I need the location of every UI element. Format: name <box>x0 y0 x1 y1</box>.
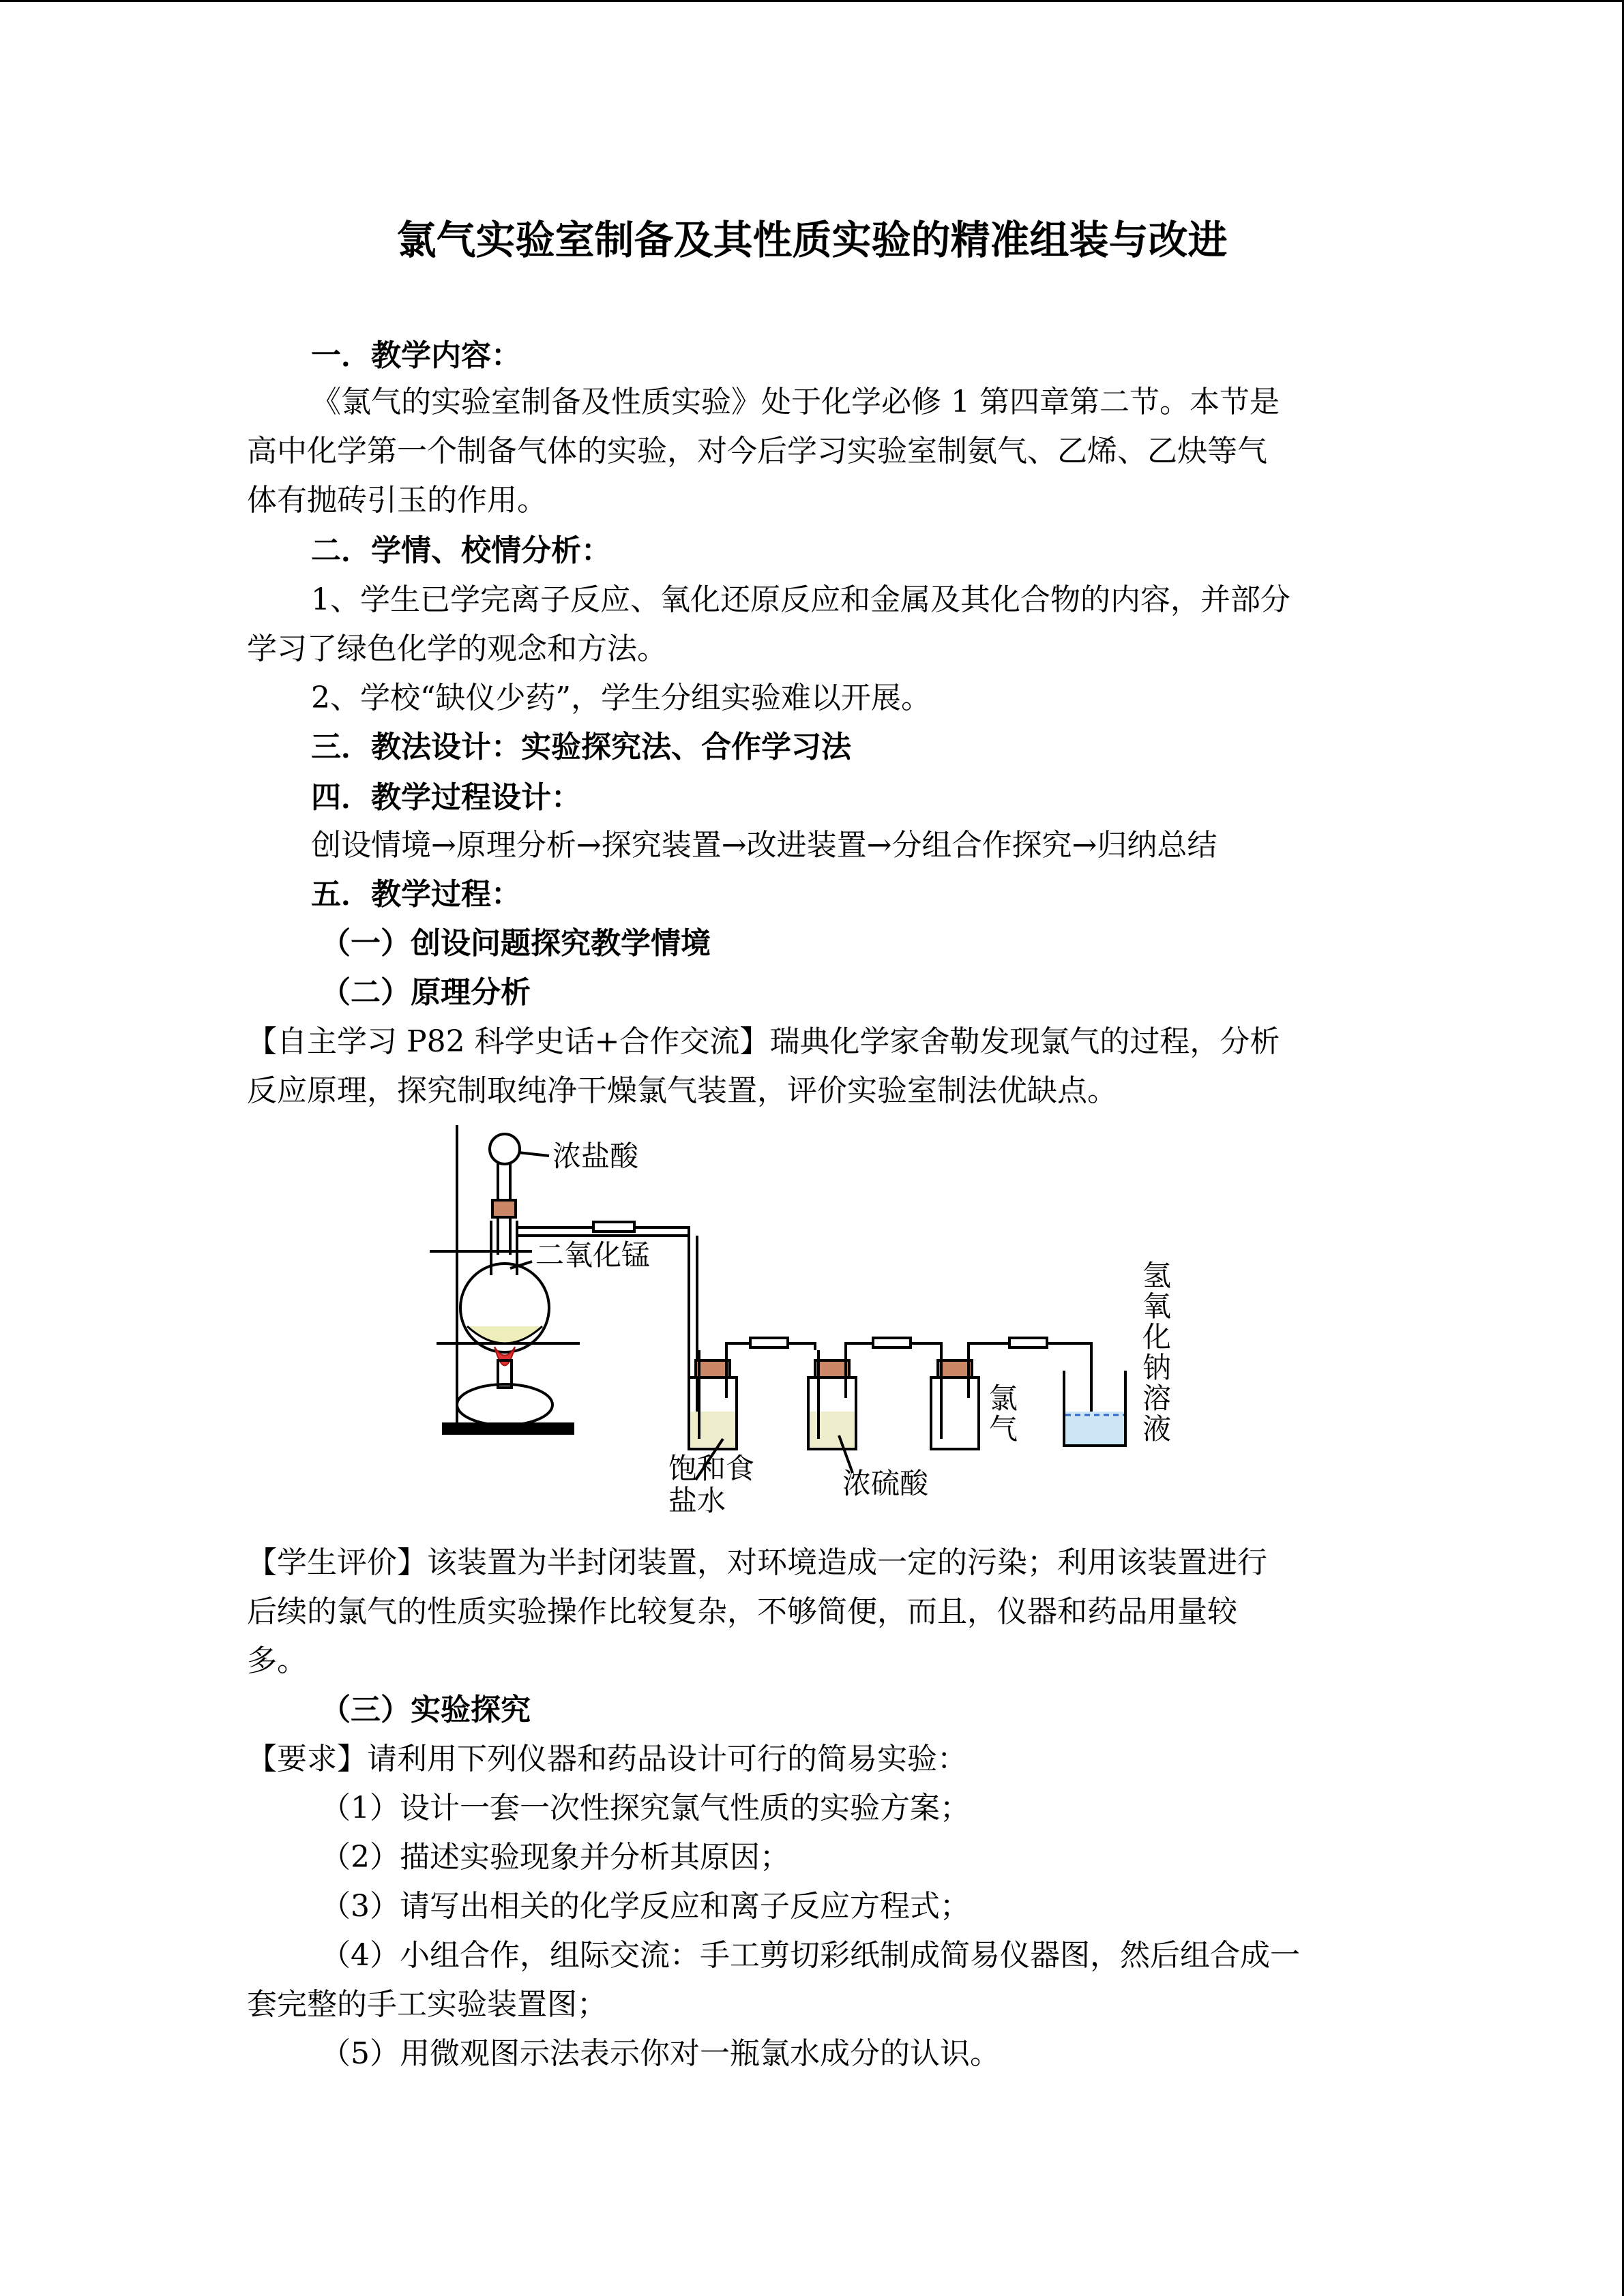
bottle-chlorine <box>931 1377 979 1449</box>
section-heading-analysis: 二．学情、校情分析： <box>311 533 611 568</box>
subsection-heading: （一）创设问题探究教学情境 <box>321 926 711 961</box>
label-naoh: 氧 <box>1142 1289 1172 1323</box>
subsection-heading: （二）原理分析 <box>321 975 531 1010</box>
label-naoh: 液 <box>1142 1412 1172 1446</box>
paragraph-line: 高中化学第一个制备气体的实验，对今后学习实验室制氨气、乙烯、乙炔等气 <box>247 434 1267 468</box>
funnel-bulb <box>490 1134 520 1164</box>
paragraph-line <box>247 1739 967 1780</box>
section-heading-process: 五．教学过程： <box>311 877 521 912</box>
subsection-heading: （三）实验探究 <box>321 1693 531 1727</box>
apparatus-svg <box>430 1125 1194 1521</box>
bracket-label: 【学生评价】 <box>247 1545 427 1580</box>
page-border-top <box>0 0 1624 2</box>
requirement-item-continued: 套完整的手工实验装置图； <box>247 1987 607 2022</box>
bracket-label: 【要求】 <box>247 1742 367 1776</box>
label-naoh: 钠 <box>1142 1351 1172 1384</box>
paragraph-line: 后续的氯气的性质实验操作比较复杂，不够简便，而且，仪器和药品用量较 <box>247 1594 1237 1629</box>
paragraph-line <box>247 1022 1280 1062</box>
rubber-tube <box>593 1222 634 1232</box>
stopper <box>492 1200 516 1217</box>
alcohol-lamp <box>457 1384 552 1425</box>
bracket-label: 【自主学习 P82 科学史话+合作交流】 <box>247 1024 770 1059</box>
paragraph-line: 学习了绿色化学的观念和方法。 <box>247 631 667 666</box>
requirement-item: （3）请写出相关的化学反应和离子反应方程式； <box>321 1889 970 1924</box>
label-naoh: 氢 <box>1142 1259 1172 1292</box>
paragraph-line: 体有抛砖引玉的作用。 <box>247 483 547 518</box>
label-mno2: 二氧化锰 <box>535 1238 651 1272</box>
requirement-item: （5）用微观图示法表示你对一瓶氯水成分的认识。 <box>321 2036 1000 2071</box>
paragraph-line: 多。 <box>247 1643 307 1678</box>
label-chlorine: 气 <box>989 1412 1018 1446</box>
section-heading-method: 三．教法设计：实验探究法、合作学习法 <box>311 730 851 764</box>
paragraph-line: 反应原理，探究制取纯净干燥氯气装置，评价实验室制法优缺点。 <box>247 1073 1117 1108</box>
inline-text: 请利用下列仪器和药品设计可行的简易实验： <box>367 1742 967 1776</box>
requirement-item: （2）描述实验现象并分析其原因； <box>321 1840 790 1875</box>
label-naoh: 溶 <box>1142 1382 1172 1415</box>
page-title: 氯气实验室制备及其性质实验的精准组装与改进 <box>396 217 1228 263</box>
section-heading-content: 一．教学内容： <box>311 338 521 373</box>
apparatus-diagram <box>430 1125 1194 1521</box>
requirement-item: （4）小组合作，组际交流：手工剪切彩纸制成简易仪器图，然后组合成一 <box>321 1938 1300 1973</box>
label-naoh: 化 <box>1142 1320 1172 1354</box>
label-conc-hcl: 浓盐酸 <box>552 1139 639 1173</box>
paragraph-line: 《氯气的实验室制备及性质实验》处于化学必修 1 第四章第二节。本节是 <box>311 385 1280 419</box>
paragraph-line: 2、学校“缺仪少药”，学生分组实验难以开展。 <box>311 681 931 715</box>
label-chlorine: 氯 <box>989 1382 1018 1415</box>
label-saturated-salt: 饱和食 <box>668 1452 755 1485</box>
requirement-item: （1）设计一套一次性探究氯气性质的实验方案； <box>321 1791 970 1825</box>
process-flow: 创设情境→原理分析→探究装置→改进装置→分组合作探究→归纳总结 <box>311 828 1217 863</box>
inline-text: 该装置为半封闭装置，对环境造成一定的污染；利用该装置进行 <box>427 1545 1267 1580</box>
label-saturated-salt: 盐水 <box>668 1484 726 1517</box>
paragraph-line: 1、学生已学完离子反应、氧化还原反应和金属及其化合物的内容，并部分 <box>311 582 1290 617</box>
inline-text: 瑞典化学家舍勒发现氯气的过程，分析 <box>769 1024 1280 1059</box>
section-heading-process-design: 四．教学过程设计： <box>311 780 581 815</box>
paragraph-line <box>247 1542 1267 1583</box>
label-conc-h2so4: 浓硫酸 <box>842 1467 929 1500</box>
